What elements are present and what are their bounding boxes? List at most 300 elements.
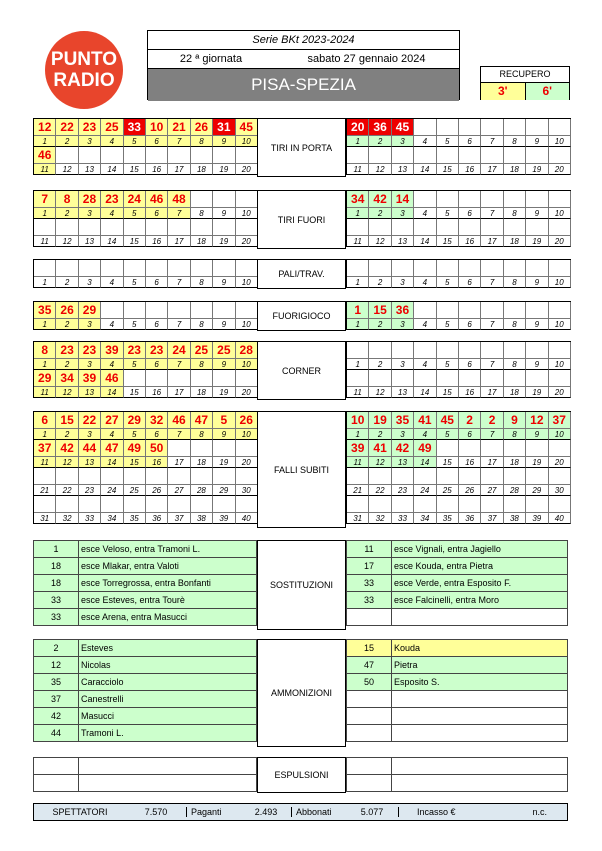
stat-cell	[504, 370, 526, 387]
cell-index: 37	[481, 513, 503, 524]
stat-cell	[56, 468, 78, 485]
stat-cell: 39	[79, 370, 101, 387]
stat-cell: 24	[168, 342, 190, 359]
attendance-bar	[33, 803, 568, 821]
cell-index: 1	[34, 208, 56, 219]
away-grid-3	[346, 301, 571, 330]
stat-cell	[437, 260, 459, 277]
stat-cell: 42	[392, 440, 414, 457]
stat-cell	[392, 468, 414, 485]
stat-cell: 23	[79, 119, 101, 136]
stat-cell	[168, 260, 190, 277]
cell-index: 17	[168, 164, 190, 175]
cell-index: 15	[124, 387, 146, 398]
table-row	[34, 592, 257, 609]
cell-index: 15	[437, 457, 459, 468]
table-row	[34, 541, 257, 558]
cell-index: 11	[34, 236, 56, 247]
stat-cell	[437, 119, 459, 136]
stat-cell	[236, 219, 258, 236]
cell-index: 9	[526, 208, 548, 219]
stat-cell	[191, 468, 213, 485]
cell-index: 5	[124, 319, 146, 330]
cell-index: 18	[504, 387, 526, 398]
stat-cell	[549, 342, 571, 359]
stat-cell	[481, 440, 503, 457]
table-row	[347, 592, 568, 609]
cell-index: 14	[414, 387, 436, 398]
stat-cell: 42	[56, 440, 78, 457]
stat-cell	[526, 147, 548, 164]
stat-cell	[79, 468, 101, 485]
stat-cell	[213, 219, 235, 236]
stat-cell: 23	[101, 191, 123, 208]
stat-cell	[56, 260, 78, 277]
cell-index: 37	[168, 513, 190, 524]
cell-index: 27	[168, 485, 190, 496]
stat-cell: 20	[347, 119, 369, 136]
stat-cell	[124, 219, 146, 236]
cell-index: 17	[168, 457, 190, 468]
cell-index: 5	[124, 136, 146, 147]
cell-index: 19	[526, 164, 548, 175]
stat-cell	[101, 260, 123, 277]
cell-index: 16	[146, 387, 168, 398]
cell-index: 23	[392, 485, 414, 496]
stat-cell	[437, 191, 459, 208]
cell-index: 2	[369, 319, 391, 330]
spettatori-value: 7.570	[126, 807, 187, 817]
stat-cell: 21	[168, 119, 190, 136]
cell-index: 20	[236, 387, 258, 398]
cell-index: 1	[347, 359, 369, 370]
stat-cell	[549, 370, 571, 387]
stat-cell: 2	[481, 412, 503, 429]
stat-cell	[236, 468, 258, 485]
cell-index: 15	[437, 387, 459, 398]
section-label: CORNER	[257, 341, 346, 400]
stat-cell: 35	[392, 412, 414, 429]
stat-cell	[526, 342, 548, 359]
row-text	[392, 725, 568, 742]
cell-index: 13	[79, 236, 101, 247]
stat-cell	[414, 119, 436, 136]
stat-cell	[213, 496, 235, 513]
stat-cell	[101, 219, 123, 236]
stat-cell	[459, 440, 481, 457]
cell-index: 5	[124, 277, 146, 288]
cell-index: 10	[236, 359, 258, 370]
table-row	[34, 609, 257, 626]
stat-cell	[481, 496, 503, 513]
stat-cell: 36	[392, 302, 414, 319]
stat-cell: 31	[213, 119, 235, 136]
cell-index: 25	[437, 485, 459, 496]
stat-cell: 37	[549, 412, 571, 429]
row-text	[392, 609, 568, 626]
cell-index: 38	[191, 513, 213, 524]
recupero-label: RECUPERO	[481, 67, 569, 83]
cell-index: 8	[504, 136, 526, 147]
cell-index: 21	[34, 485, 56, 496]
stat-cell: 1	[347, 302, 369, 319]
cell-index: 18	[191, 236, 213, 247]
cell-index: 16	[146, 236, 168, 247]
table-row	[347, 708, 568, 725]
cell-index: 7	[481, 136, 503, 147]
stat-cell	[392, 219, 414, 236]
cell-index: 2	[56, 277, 78, 288]
stat-cell	[101, 302, 123, 319]
table-row	[347, 640, 568, 657]
cell-index: 30	[549, 485, 571, 496]
stat-cell	[481, 468, 503, 485]
row-number: 47	[347, 657, 392, 674]
cell-index: 22	[369, 485, 391, 496]
stat-cell	[124, 302, 146, 319]
stat-cell	[168, 496, 190, 513]
cell-index: 4	[414, 208, 436, 219]
away-grid-2	[346, 259, 571, 288]
row-number: 1	[34, 541, 79, 558]
cell-index: 15	[437, 236, 459, 247]
cell-index: 20	[549, 387, 571, 398]
stat-cell	[459, 496, 481, 513]
stat-cell	[504, 260, 526, 277]
stat-cell	[146, 468, 168, 485]
cell-index: 30	[236, 485, 258, 496]
cell-index: 19	[213, 236, 235, 247]
stat-cell	[56, 496, 78, 513]
cell-index: 14	[101, 164, 123, 175]
cell-index: 6	[459, 359, 481, 370]
cell-index: 21	[347, 485, 369, 496]
stat-cell	[236, 370, 258, 387]
row-text: Masucci	[79, 708, 257, 725]
stat-cell: 46	[101, 370, 123, 387]
cell-index: 6	[459, 208, 481, 219]
cell-index: 19	[213, 164, 235, 175]
cell-index: 18	[504, 236, 526, 247]
cell-index: 6	[146, 136, 168, 147]
stat-cell: 27	[101, 412, 123, 429]
stat-cell	[168, 147, 190, 164]
cell-index: 13	[392, 164, 414, 175]
stat-cell: 35	[34, 302, 56, 319]
stat-cell: 25	[213, 342, 235, 359]
cards-home-table	[33, 639, 257, 742]
cell-index: 11	[347, 387, 369, 398]
table-row	[34, 640, 257, 657]
cell-index: 26	[146, 485, 168, 496]
stat-cell: 45	[392, 119, 414, 136]
stat-cell: 42	[369, 191, 391, 208]
stat-cell	[347, 260, 369, 277]
stat-cell	[146, 260, 168, 277]
cell-index: 7	[481, 208, 503, 219]
cell-index: 28	[504, 485, 526, 496]
cell-index: 13	[392, 387, 414, 398]
stat-cell: 34	[56, 370, 78, 387]
match-header	[147, 30, 460, 100]
stat-cell	[369, 147, 391, 164]
stat-cell	[146, 496, 168, 513]
stat-cell	[437, 370, 459, 387]
stat-cell	[369, 260, 391, 277]
cell-index: 10	[236, 277, 258, 288]
stat-cell: 48	[168, 191, 190, 208]
cell-index: 36	[459, 513, 481, 524]
stat-cell	[414, 370, 436, 387]
cell-index: 1	[347, 277, 369, 288]
row-number	[347, 708, 392, 725]
cell-index: 1	[34, 277, 56, 288]
stat-cell	[34, 219, 56, 236]
cell-index: 23	[79, 485, 101, 496]
cell-index: 3	[392, 359, 414, 370]
stat-cell	[504, 440, 526, 457]
stat-cell	[168, 440, 190, 457]
stat-cell: 41	[369, 440, 391, 457]
stat-cell	[414, 191, 436, 208]
stat-cell: 29	[34, 370, 56, 387]
recupero-second: 6'	[526, 83, 570, 100]
cell-index: 5	[124, 208, 146, 219]
round: 22 ª giornata	[179, 53, 243, 65]
home-grid-4	[33, 341, 258, 398]
stat-cell	[213, 440, 235, 457]
stat-cell	[504, 468, 526, 485]
table-row	[34, 575, 257, 592]
stat-cell: 15	[56, 412, 78, 429]
stat-cell	[236, 302, 258, 319]
home-grid-2	[33, 259, 258, 288]
cell-index: 2	[56, 319, 78, 330]
home-grid-5	[33, 411, 258, 524]
row-text: Canestrelli	[79, 691, 257, 708]
cell-index: 17	[481, 387, 503, 398]
logo-word-1: PUNTO	[50, 49, 118, 70]
cell-index: 7	[481, 429, 503, 440]
row-number	[347, 691, 392, 708]
cell-index: 8	[191, 429, 213, 440]
cell-index: 9	[526, 429, 548, 440]
stat-cell	[56, 147, 78, 164]
cell-index: 1	[34, 319, 56, 330]
cell-index: 2	[56, 208, 78, 219]
home-grid-0	[33, 118, 258, 175]
stat-cell	[347, 468, 369, 485]
spettatori-label: SPETTATORI	[52, 807, 108, 817]
row-number: 17	[347, 558, 392, 575]
cell-index: 11	[34, 164, 56, 175]
home-grid-3	[33, 301, 258, 330]
cell-index: 19	[526, 387, 548, 398]
cell-index: 8	[504, 359, 526, 370]
cell-index: 13	[79, 387, 101, 398]
cell-index: 15	[124, 236, 146, 247]
cell-index: 5	[437, 319, 459, 330]
stat-cell	[437, 440, 459, 457]
stat-cell: 5	[213, 412, 235, 429]
stat-cell	[459, 147, 481, 164]
table-row	[347, 558, 568, 575]
away-grid-0	[346, 118, 571, 175]
stat-cell	[347, 219, 369, 236]
cell-index: 10	[549, 319, 571, 330]
cell-index: 16	[459, 387, 481, 398]
away-grid-4	[346, 341, 571, 398]
cell-index: 17	[481, 457, 503, 468]
stat-cell: 25	[101, 119, 123, 136]
incasso-value: n.c.	[532, 807, 547, 817]
row-text	[392, 691, 568, 708]
cell-index: 9	[213, 429, 235, 440]
stat-cell	[369, 468, 391, 485]
stat-cell	[124, 468, 146, 485]
stat-cell	[392, 496, 414, 513]
cell-index: 4	[101, 208, 123, 219]
row-number: 33	[347, 575, 392, 592]
cell-index: 15	[437, 164, 459, 175]
stat-cell	[526, 468, 548, 485]
cell-index: 9	[213, 136, 235, 147]
cell-index: 4	[101, 277, 123, 288]
table-row	[34, 674, 257, 691]
cell-index: 12	[369, 164, 391, 175]
table-row	[34, 725, 257, 742]
row-number: 35	[34, 674, 79, 691]
table-row	[347, 725, 568, 742]
row-text: esce Esteves, entra Tourè	[79, 592, 257, 609]
cell-index: 34	[414, 513, 436, 524]
cell-index: 20	[236, 236, 258, 247]
cell-index: 1	[347, 208, 369, 219]
cell-index: 16	[459, 164, 481, 175]
cell-index: 8	[504, 277, 526, 288]
stat-cell	[414, 260, 436, 277]
stat-cell: 6	[34, 412, 56, 429]
cell-index: 29	[213, 485, 235, 496]
cell-index: 13	[79, 164, 101, 175]
stat-cell	[504, 496, 526, 513]
stat-cell	[347, 147, 369, 164]
away-grid-1	[346, 190, 571, 247]
exp-home-table	[33, 757, 257, 792]
stat-cell	[481, 342, 503, 359]
cell-index: 4	[101, 136, 123, 147]
stat-cell: 34	[347, 191, 369, 208]
row-number: 42	[34, 708, 79, 725]
cell-index: 1	[34, 429, 56, 440]
cell-index: 9	[526, 136, 548, 147]
stat-cell	[213, 302, 235, 319]
cell-index: 4	[414, 136, 436, 147]
row-text: Kouda	[392, 640, 568, 657]
cell-index: 16	[146, 457, 168, 468]
cell-index: 33	[392, 513, 414, 524]
cell-index: 12	[56, 457, 78, 468]
row-number: 50	[347, 674, 392, 691]
stat-cell	[526, 440, 548, 457]
cell-index: 29	[526, 485, 548, 496]
cell-index: 16	[146, 164, 168, 175]
cell-index: 16	[459, 236, 481, 247]
cell-index: 17	[168, 236, 190, 247]
cell-index: 4	[414, 319, 436, 330]
stat-cell: 24	[124, 191, 146, 208]
cell-index: 38	[504, 513, 526, 524]
cell-index: 6	[146, 277, 168, 288]
stat-cell: 36	[369, 119, 391, 136]
stat-cell: 12	[526, 412, 548, 429]
cell-index: 2	[369, 277, 391, 288]
stat-cell	[481, 219, 503, 236]
cell-index: 19	[526, 457, 548, 468]
stat-cell	[549, 191, 571, 208]
row-text: Esteves	[79, 640, 257, 657]
cell-index: 7	[168, 429, 190, 440]
cell-index: 7	[481, 359, 503, 370]
row-number: 33	[34, 609, 79, 626]
row-text	[392, 708, 568, 725]
cell-index: 11	[347, 457, 369, 468]
cell-index: 36	[146, 513, 168, 524]
stat-cell	[146, 302, 168, 319]
cell-index: 3	[79, 136, 101, 147]
stat-cell	[34, 260, 56, 277]
stat-cell: 26	[56, 302, 78, 319]
stat-cell	[549, 260, 571, 277]
stat-cell	[504, 302, 526, 319]
section-label: PALI/TRAV.	[257, 259, 346, 289]
stat-cell	[56, 219, 78, 236]
cell-index: 4	[414, 359, 436, 370]
stat-cell: 39	[101, 342, 123, 359]
cell-index: 1	[34, 359, 56, 370]
cell-index: 28	[191, 485, 213, 496]
row-number: 44	[34, 725, 79, 742]
row-number: 18	[34, 558, 79, 575]
cell-index: 25	[124, 485, 146, 496]
row-number	[347, 725, 392, 742]
stat-cell	[549, 496, 571, 513]
stat-cell	[414, 147, 436, 164]
stat-cell	[414, 468, 436, 485]
stat-cell	[34, 468, 56, 485]
cell-index: 32	[369, 513, 391, 524]
cell-index: 2	[369, 136, 391, 147]
cell-index: 9	[526, 359, 548, 370]
stat-cell: 47	[191, 412, 213, 429]
cell-index: 20	[236, 457, 258, 468]
cell-index: 5	[437, 136, 459, 147]
cell-index: 4	[414, 429, 436, 440]
cell-index: 7	[168, 208, 190, 219]
cell-index: 8	[504, 319, 526, 330]
cell-index: 7	[168, 359, 190, 370]
cell-index: 24	[101, 485, 123, 496]
stat-cell	[504, 119, 526, 136]
table-row	[34, 558, 257, 575]
stat-cell: 8	[56, 191, 78, 208]
cell-index: 19	[213, 457, 235, 468]
table-row	[34, 708, 257, 725]
cell-index: 40	[549, 513, 571, 524]
cell-index: 1	[347, 429, 369, 440]
match-title: PISA-SPEZIA	[148, 69, 459, 101]
stat-cell: 19	[369, 412, 391, 429]
